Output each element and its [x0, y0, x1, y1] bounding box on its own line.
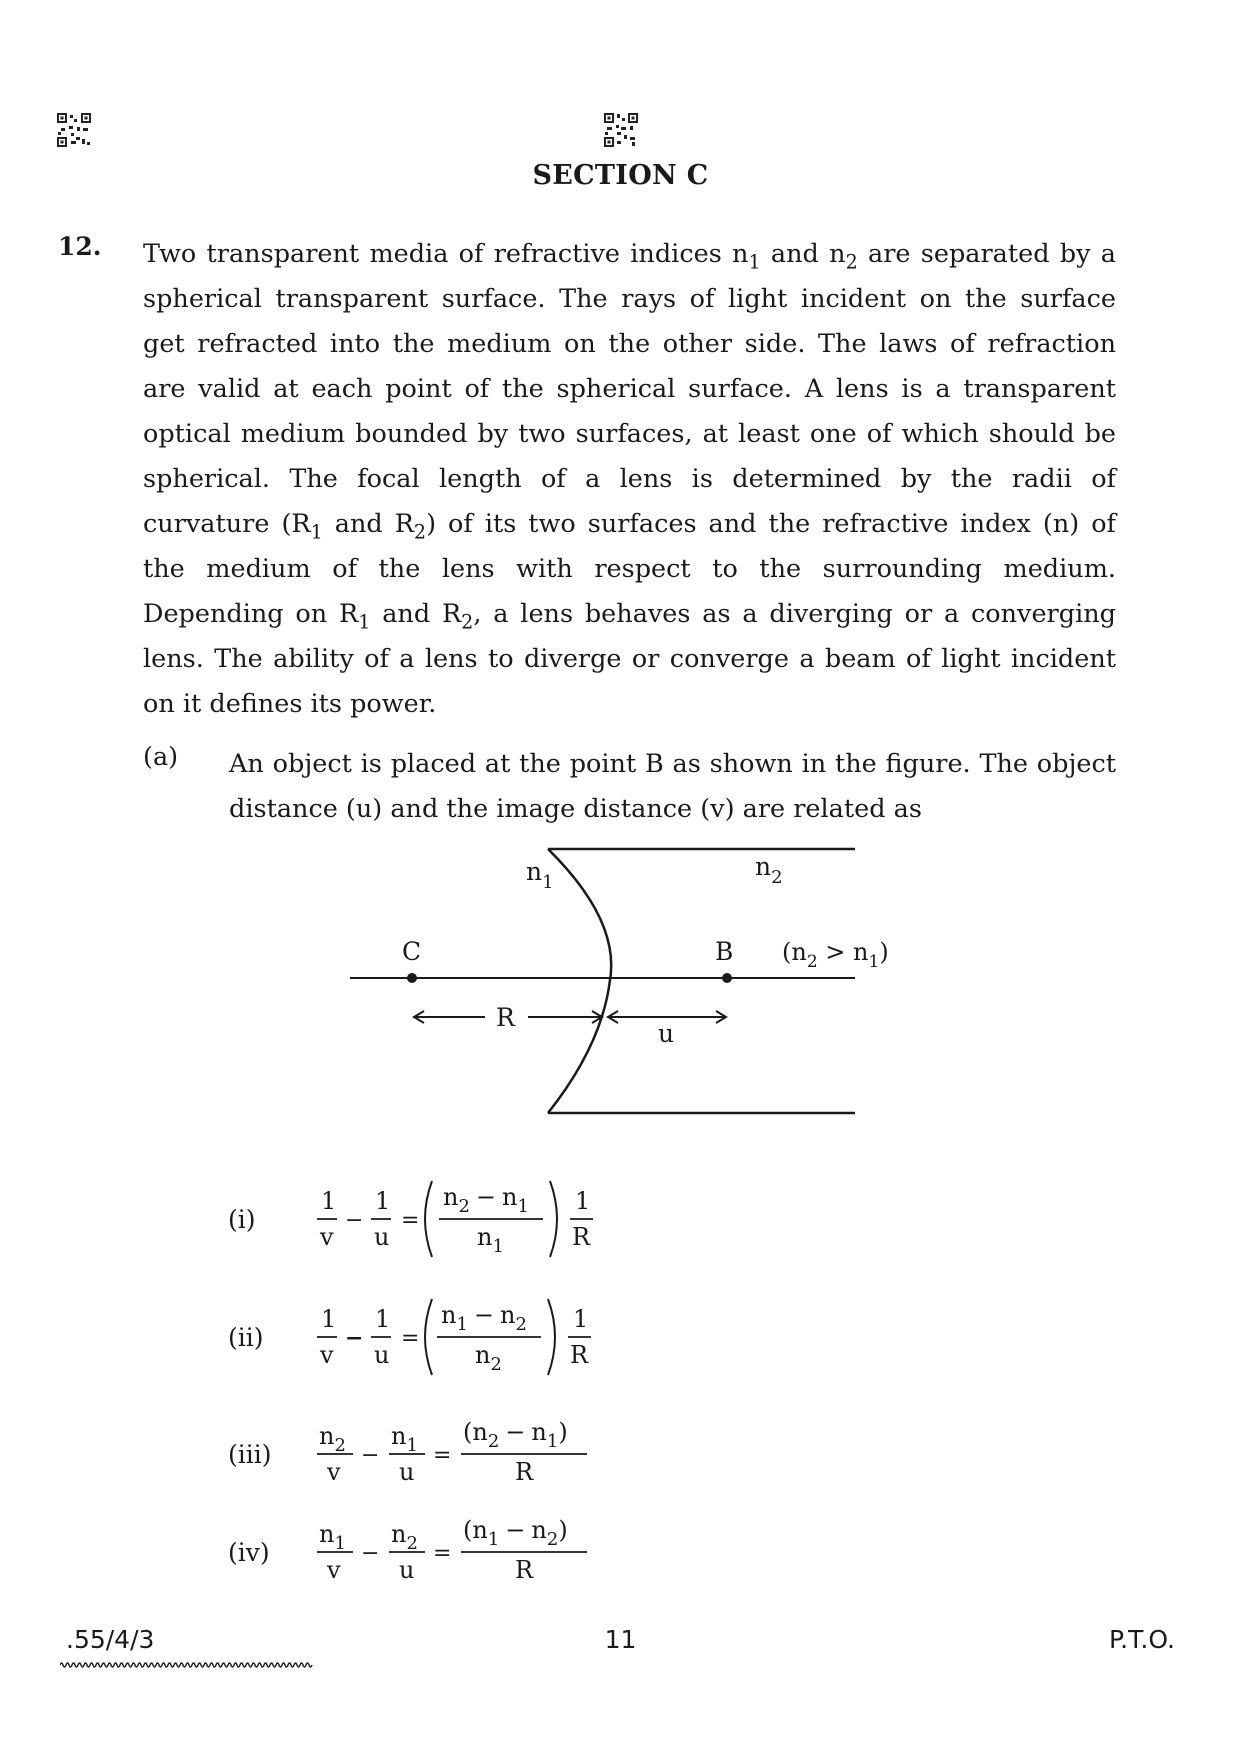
text-run: Two transparent media of refractive indices n	[143, 239, 749, 269]
svg-text:u: u	[399, 1458, 415, 1486]
svg-text:u: u	[374, 1223, 390, 1251]
paragraph-line: lens. The ability of a lens to diverge or converge a beam of light incident	[143, 644, 1116, 674]
paragraph-line: the medium of the lens with respect to the surrounding medium.	[143, 554, 1116, 584]
qr-code-center-icon	[604, 113, 638, 147]
svg-text:u: u	[374, 1341, 390, 1369]
text-run: Depending on R	[143, 599, 359, 629]
subscript: 1	[358, 610, 371, 634]
svg-text:v: v	[327, 1458, 341, 1486]
svg-text:1: 1	[321, 1305, 337, 1333]
svg-text:=: =	[433, 1443, 452, 1468]
option-iii-formula	[315, 1410, 605, 1505]
paragraph-line	[143, 232, 1116, 277]
subscript: 1	[310, 520, 323, 544]
section-title: SECTION C	[532, 160, 709, 191]
svg-text:n1: $n_1$	[391, 1422, 418, 1456]
question-paragraph	[143, 232, 1116, 727]
text-run: , a lens behaves as a diverging or a converging	[473, 599, 1116, 629]
svg-text:R: R	[515, 1556, 534, 1584]
label-u: u	[658, 1019, 675, 1048]
paragraph-line: spherical transparent surface. The rays of light incident on the surface	[143, 284, 1116, 314]
text-run: are separated by a	[857, 239, 1116, 269]
paragraph-line	[143, 592, 1116, 637]
label-r: R	[496, 1003, 515, 1032]
svg-text:n1: $n_1$	[319, 1520, 346, 1554]
svg-text:R: R	[572, 1223, 591, 1251]
text-run: ) of its two surfaces and the refractive index (n) of	[426, 509, 1116, 539]
svg-text:n1−n2: $n_1 - n_2$	[441, 1301, 527, 1335]
subscript: 2	[413, 520, 427, 544]
svg-text:1: 1	[321, 1187, 337, 1215]
svg-text:1: 1	[375, 1305, 391, 1333]
svg-text:n1: $n_1$	[477, 1223, 504, 1257]
paragraph-line: optical medium bounded by two surfaces, at least one of which should be	[143, 419, 1116, 449]
point-b-dot	[722, 973, 732, 983]
svg-text:n2: $n_2$	[391, 1520, 418, 1554]
svg-text:−: −	[361, 1443, 380, 1468]
svg-text:v: v	[320, 1341, 334, 1369]
point-c-dot	[407, 973, 417, 983]
page-number: 11	[604, 1625, 637, 1654]
option-ii-formula	[315, 1293, 605, 1388]
wavy-underline-icon	[60, 1660, 315, 1670]
option-iv-label: (iv)	[228, 1538, 270, 1567]
option-i-label: (i)	[228, 1205, 256, 1234]
part-a-line-1: An object is placed at the point B as shown in the figure. The object	[229, 749, 1116, 779]
label-b: B	[715, 937, 734, 966]
label-n2: $n_2$	[755, 852, 783, 888]
pto-label: P.T.O.	[1109, 1625, 1175, 1654]
subscript: 1	[748, 250, 761, 274]
svg-text:(n2−n1): $(n_2 - n_1)$	[463, 1418, 568, 1452]
svg-text:v: v	[320, 1223, 334, 1251]
svg-text:−: −	[361, 1541, 380, 1566]
svg-text:R: R	[570, 1341, 589, 1369]
label-c: C	[402, 937, 422, 966]
svg-text:1: 1	[573, 1305, 589, 1333]
svg-text:v: v	[327, 1556, 341, 1584]
option-i-formula	[315, 1175, 605, 1270]
question-number: 12.	[58, 232, 102, 261]
svg-text:=: =	[433, 1541, 452, 1566]
paragraph-line: are valid at each point of the spherical surface. A lens is a transparent	[143, 374, 1116, 404]
qr-code-left-icon	[57, 113, 91, 147]
svg-text:n2: $n_2$	[475, 1341, 502, 1375]
option-iii-label: (iii)	[228, 1440, 272, 1469]
svg-text:R: R	[515, 1458, 534, 1486]
option-ii-label: (ii)	[228, 1323, 264, 1352]
refraction-figure	[330, 830, 890, 1120]
part-a-text	[229, 742, 1116, 832]
paragraph-line: spherical. The focal length of a lens is determined by the radii of	[143, 464, 1116, 494]
paragraph-line: get refracted into the medium on the other side. The laws of refraction	[143, 329, 1116, 359]
text-run: curvature (R	[143, 509, 311, 539]
svg-text:=: =	[401, 1326, 420, 1351]
paragraph-line	[143, 502, 1116, 547]
svg-text:(n1−n2): $(n_1 - n_2)$	[463, 1516, 568, 1550]
label-condition: $(n_2 > n_1)$	[782, 938, 889, 972]
text-run: and n	[760, 239, 846, 269]
svg-text:1: 1	[375, 1187, 391, 1215]
svg-text:=: =	[401, 1208, 420, 1233]
paragraph-line: on it defines its power.	[143, 689, 437, 719]
text-run: and R	[322, 509, 414, 539]
text-run: and R	[370, 599, 462, 629]
part-a-label: (a)	[143, 742, 179, 772]
part-a-line-2: distance (u) and the image distance (v) are related as	[229, 794, 922, 824]
svg-text:1: 1	[575, 1187, 591, 1215]
label-n1: $n_1$	[526, 857, 554, 893]
svg-text:n2−n1: $n_2 - n_1$	[443, 1183, 529, 1217]
svg-text:−: −	[345, 1208, 364, 1233]
subscript: 2	[461, 610, 474, 634]
svg-text:u: u	[399, 1556, 415, 1584]
spherical-surface-arc	[548, 849, 611, 1113]
option-iv-formula	[315, 1508, 605, 1603]
svg-text:−: −	[345, 1325, 364, 1351]
subscript: 2	[845, 250, 858, 274]
paper-code: .55/4/3	[66, 1625, 155, 1654]
svg-text:n2: $n_2$	[319, 1422, 346, 1456]
